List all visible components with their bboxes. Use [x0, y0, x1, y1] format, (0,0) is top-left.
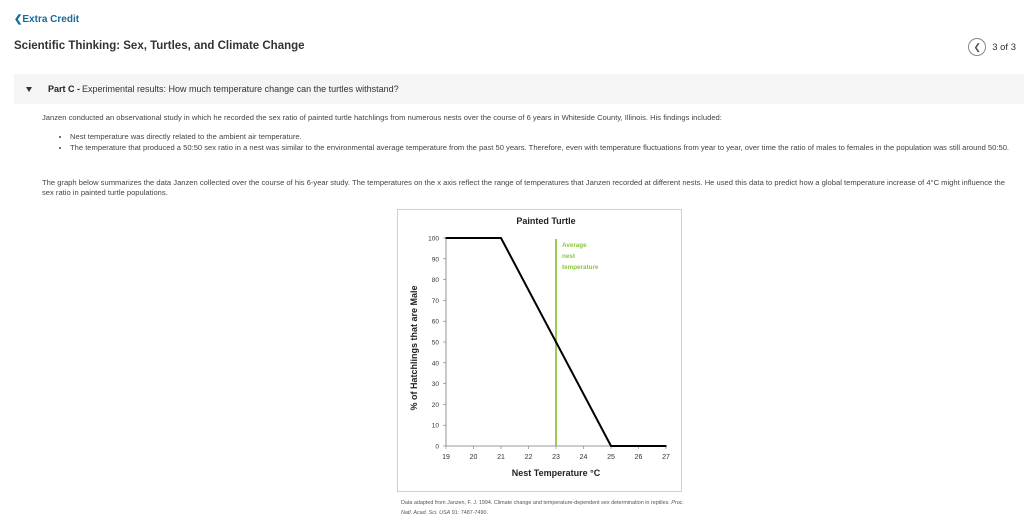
y-tick-label: 60: [431, 318, 439, 326]
x-axis-label: Nest Temperature °C: [511, 468, 601, 478]
y-axis-label: % of Hatchlings that are Male: [409, 285, 419, 411]
y-tick-label: 30: [431, 381, 439, 389]
previous-page-button[interactable]: [968, 38, 986, 56]
y-tick-label: 40: [431, 360, 439, 368]
series-point: [500, 237, 502, 239]
y-tick-label: 70: [431, 297, 439, 305]
x-tick-label: 24: [579, 454, 588, 461]
collapse-caret-icon[interactable]: [26, 87, 32, 92]
pagination: [968, 38, 1016, 56]
intro-paragraph: Janzen conducted an observational study in which he recorded the sex ratio of painted turtle hatchlings from numerous nests over the course of 6 years in Whiteside County, Illinois. His findings included:: [42, 113, 722, 122]
painted-turtle-chart: [397, 209, 682, 492]
y-tick-label: 90: [431, 256, 439, 264]
average-line-label: Average: [562, 242, 587, 249]
series-point: [665, 445, 667, 447]
chevron-left-icon: ❮: [14, 14, 23, 25]
findings-list: [58, 132, 1020, 153]
series-point: [610, 445, 612, 447]
x-tick-label: 25: [607, 454, 615, 461]
chevron-left-icon: ❮: [973, 41, 981, 52]
citation-journal: Proc. Natl. Acad. Sci. USA: [401, 500, 684, 516]
part-question: Experimental results: How much temperature change can the turtles withstand?: [82, 84, 399, 94]
finding-item: • The temperature that produced a 50:50 sex ratio in a nest was similar to the environmental average temperature from the past 50 years. Therefore, even with temperature fluctuations from year to year, over time the ratio of males to females in the population was still around 50:50.: [70, 143, 1020, 153]
citation-text: Data adapted from Janzen, F. J. 1994. Climate change and temperature-dependent sex determination in reptiles.: [401, 500, 672, 506]
x-tick-label: 23: [552, 454, 560, 461]
page-count: 3 of 3: [992, 41, 1016, 53]
chart-title: Painted Turtle: [516, 216, 576, 226]
y-tick-label: 50: [431, 339, 439, 347]
back-to-extra-credit-link[interactable]: [14, 14, 79, 25]
back-link-label: Extra Credit: [22, 14, 80, 25]
x-tick-label: 27: [662, 454, 670, 461]
average-line-label: temperature: [562, 264, 599, 271]
y-tick-label: 80: [431, 277, 439, 285]
series-point: [445, 237, 447, 239]
page-title: Scientific Thinking: Sex, Turtles, and Climate Change: [14, 40, 305, 52]
graph-intro-paragraph: The graph below summarizes the data Janzen collected over the course of his 6-year study. The temperatures on the x axis reflect the range of temperatures that Janzen recorded at different nests. He used this data to predict how a global temperature increase of 4°C might influence the sex ratio in painted turtle populations.: [42, 178, 1005, 197]
y-tick-label: 100: [428, 235, 439, 243]
y-tick-label: 0: [435, 443, 439, 451]
y-tick-label: 10: [431, 422, 439, 430]
x-tick-label: 20: [469, 454, 478, 461]
x-tick-label: 26: [634, 454, 643, 461]
finding-item: • Nest temperature was directly related to the ambient air temperature.: [70, 132, 1020, 142]
citation-volume: 91: 7487-7490.: [450, 510, 489, 516]
average-line-label: nest: [562, 253, 575, 260]
x-tick-label: 22: [524, 454, 533, 461]
x-tick-label: 19: [442, 454, 450, 461]
chart-svg: [398, 210, 681, 491]
part-label: Part C -: [48, 84, 81, 94]
part-c-header[interactable]: [14, 74, 1024, 104]
y-tick-label: 20: [431, 401, 439, 409]
data-citation: [401, 498, 691, 518]
x-tick-label: 21: [497, 454, 505, 461]
